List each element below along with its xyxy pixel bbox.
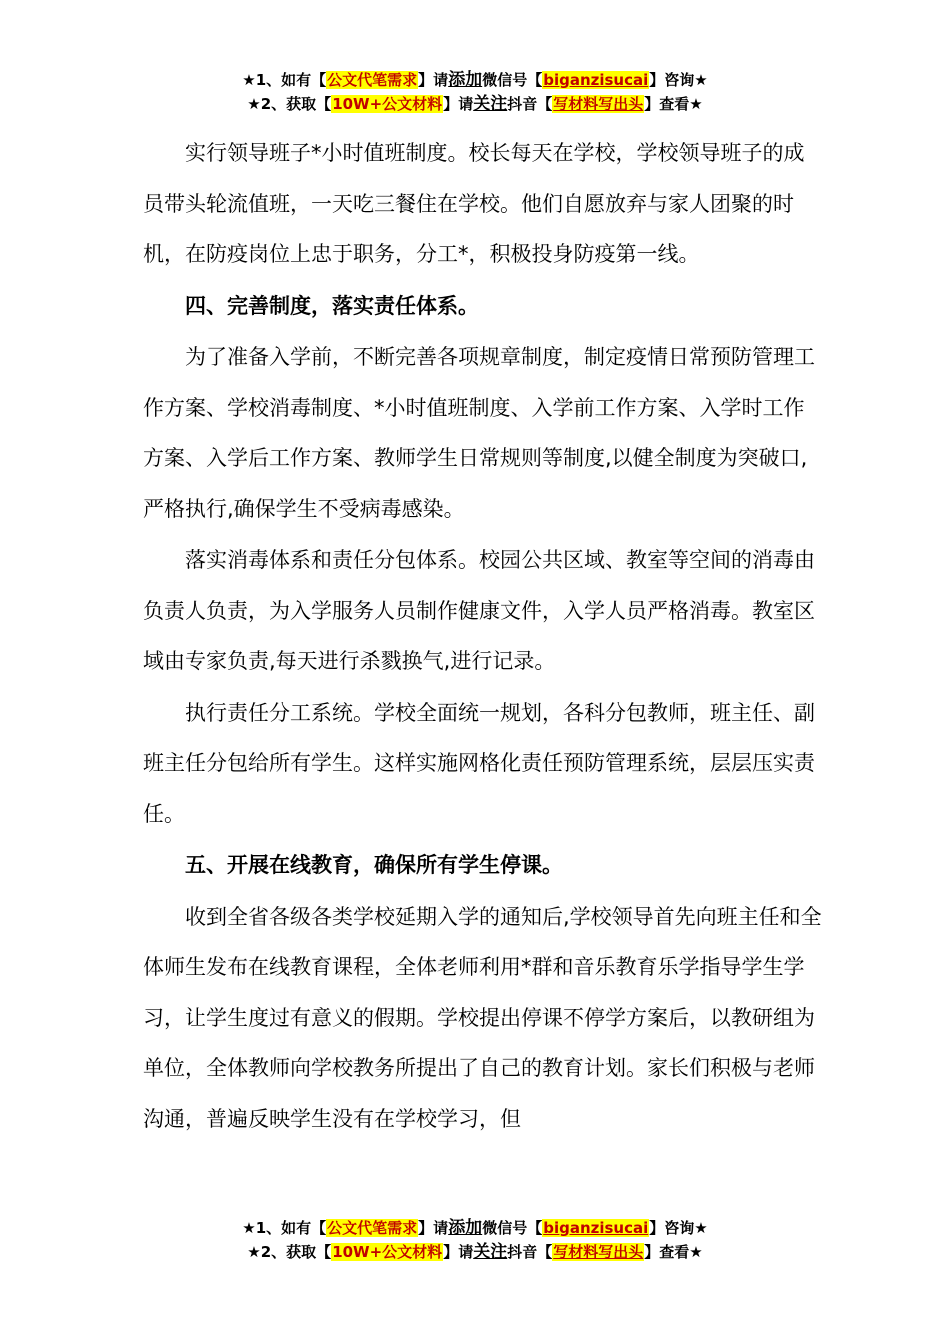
paragraph-disinfection: 落实消毒体系和责任分包体系。校园公共区域、教室等空间的消毒由负责人负责，为入学服务人员制作健康文件，入学人员严格消毒。教室区域由专家负责,每天进行杀戮换气,进行记录。 [143,548,815,673]
header-emph-follow: 关注 [473,94,508,114]
footer-line2-suffix: 】查看★ [644,1243,703,1261]
footer-line2-mid: 】请 [443,1243,474,1261]
header-line1-suffix: 】咨询★ [649,71,708,89]
header-banner [0,68,950,116]
footer-banner [0,1216,950,1264]
header-line2-suffix: 】查看★ [644,95,703,113]
section-heading-5: 五、开展在线教育，确保所有学生停课。 [185,853,563,877]
header-line1-mid2: 微信号【 [482,71,543,89]
footer-line1-suffix: 】咨询★ [649,1219,708,1237]
footer-line2-prefix: ★2、获取【 [247,1243,332,1261]
header-line2-prefix: ★2、获取【 [247,95,332,113]
footer-line2-mid2: 抖音【 [507,1243,553,1261]
header-line1-mid: 】请 [418,71,449,89]
document-body [143,128,823,1145]
footer-line1-prefix: ★1、如有【 [242,1219,327,1237]
section-heading-4: 四、完善制度，落实责任体系。 [185,293,479,318]
paragraph-rules: 为了准备入学前，不断完善各项规章制度，制定疫情日常预防管理工作方案、学校消毒制度、*小时值班制度、入学前工作方案、入学时工作方案、入学后工作方案、教师学生日常规则等制度,以健全制度为突破口,严格执行,确保学生不受病毒感染。 [143,345,815,521]
header-douyin-id: 写材料写出头 [553,95,644,113]
footer-line1-mid: 】请 [418,1219,449,1237]
header-line-1 [0,68,950,92]
paragraph-responsibility: 执行责任分工系统。学校全面统一规划，各科分包教师，班主任、副班主任分包给所有学生。这样实施网格化责任预防管理系统，层层压实责任。 [143,700,815,826]
footer-line-1 [0,1216,950,1240]
footer-douyin-id: 写材料写出头 [553,1243,644,1261]
footer-line-2 [0,1240,950,1264]
paragraph-duty-system: 实行领导班子*小时值班制度。校长每天在学校，学校领导班子的成员带头轮流值班，一天吃三餐住在学校。他们自愿放弃与家人团聚的时机，在防疫岗位上忠于职务，分工*，积极投身防疫第一线。 [143,141,805,266]
header-highlight-service: 公文代笔需求 [327,71,418,89]
footer-emph-follow: 关注 [473,1242,508,1262]
header-line2-mid: 】请 [443,95,474,113]
paragraph-online-education: 收到全省各级各类学校延期入学的通知后,学校领导首先向班主任和全体师生发布在线教育课程，全体老师利用*群和音乐教育乐学指导学生学习，让学生度过有意义的假期。学校提出停课不停学方案后，以教研组为单位，全体教师向学校教务所提出了自己的教育计划。家长们积极与老师沟通，普遍反映学生没有在学校学习，但 [143,904,822,1131]
footer-line1-mid2: 微信号【 [482,1219,543,1237]
header-line-2 [0,92,950,116]
footer-wechat-id: biganzisucai [543,1219,649,1237]
header-line2-mid2: 抖音【 [507,95,553,113]
footer-highlight-materials: 10W+公文材料 [332,1243,443,1261]
header-highlight-materials: 10W+公文材料 [332,95,443,113]
footer-highlight-service: 公文代笔需求 [327,1219,418,1237]
header-wechat-id: biganzisucai [543,71,649,89]
footer-emph-add: 添加 [448,1218,483,1238]
header-emph-add: 添加 [448,70,483,90]
header-line1-prefix: ★1、如有【 [242,71,327,89]
